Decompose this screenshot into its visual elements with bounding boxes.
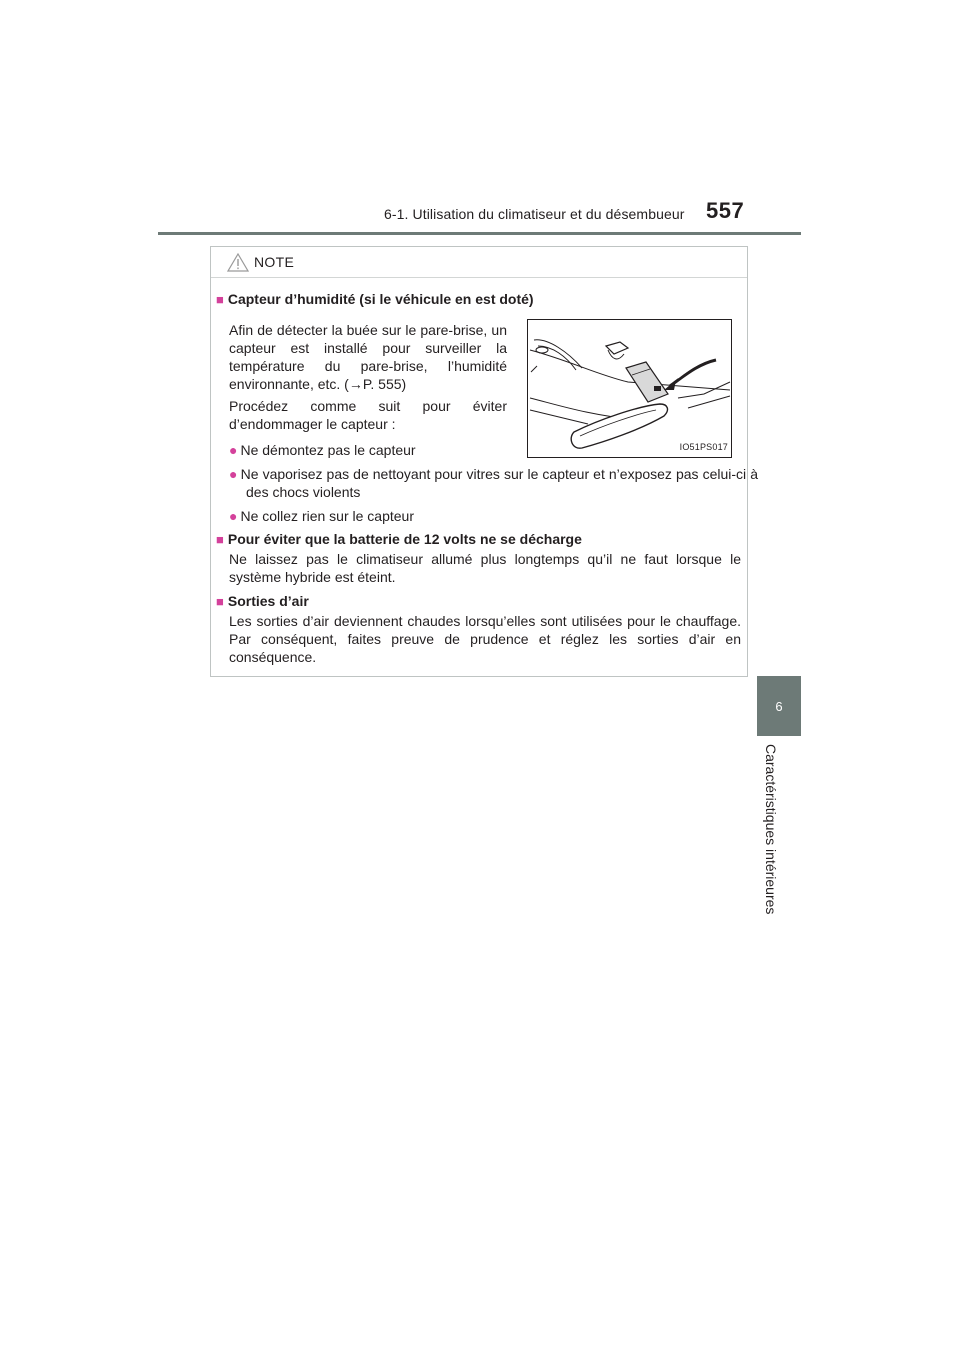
list-item: ● Ne collez rien sur le capteur: [229, 508, 414, 524]
section-heading-air-vents: ■ Sorties d’air: [216, 593, 309, 609]
running-header: 6-1. Utilisation du climatiseur et du désembueur: [384, 206, 685, 222]
square-bullet-icon: ■: [216, 594, 224, 609]
chapter-tab: [757, 676, 801, 736]
circle-bullet-icon: ●: [229, 466, 238, 482]
circle-bullet-icon: ●: [229, 508, 238, 524]
humidity-precaution-paragraph: Procédez comme suit pour éviter d’endommager le capteur :: [229, 398, 507, 432]
ref-arrow-icon: →: [348, 376, 363, 392]
circle-bullet-icon: ●: [229, 442, 238, 458]
chapter-number: 6: [775, 698, 783, 714]
square-bullet-icon: ■: [216, 292, 224, 307]
mirror-sensor-drawing: [528, 320, 731, 457]
list-item: ● Ne vaporisez pas de nettoyant pour vitres sur le capteur et n’exposez pas celui-ci à des chocs violents: [229, 466, 758, 500]
figure-code: IO51PS017: [679, 442, 728, 452]
battery-paragraph: Ne laissez pas le climatiseur allumé plus longtemps qu’il ne faut lorsque le système hybride est éteint.: [229, 551, 741, 585]
air-vents-paragraph: Les sorties d’air deviennent chaudes lorsqu’elles sont utilisées pour le chauffage. Par conséquent, faites preuve de prudence et réglez les sorties d’air en conséquence.: [229, 613, 741, 665]
note-header: [211, 247, 747, 278]
humidity-sensor-illustration: [527, 319, 732, 458]
warning-triangle-icon: [227, 253, 249, 272]
section-heading-humidity: ■ Capteur d’humidité (si le véhicule en est doté): [216, 291, 534, 307]
note-label: NOTE: [254, 254, 295, 270]
header-rule: [158, 232, 801, 235]
page-number: 557: [706, 198, 745, 223]
humidity-intro-paragraph: Afin de détecter la buée sur le pare-brise, un capteur est installé pour surveiller la température du pare-brise, l’humidité environnante, etc. (→P. 555): [229, 322, 507, 392]
chapter-label: Caractéristiques intérieures: [763, 744, 779, 915]
note-box: [210, 246, 758, 677]
list-item: ● Ne démontez pas le capteur: [229, 442, 416, 458]
square-bullet-icon: ■: [216, 532, 224, 547]
section-heading-battery: ■ Pour éviter que la batterie de 12 volts ne se décharge: [216, 531, 582, 547]
